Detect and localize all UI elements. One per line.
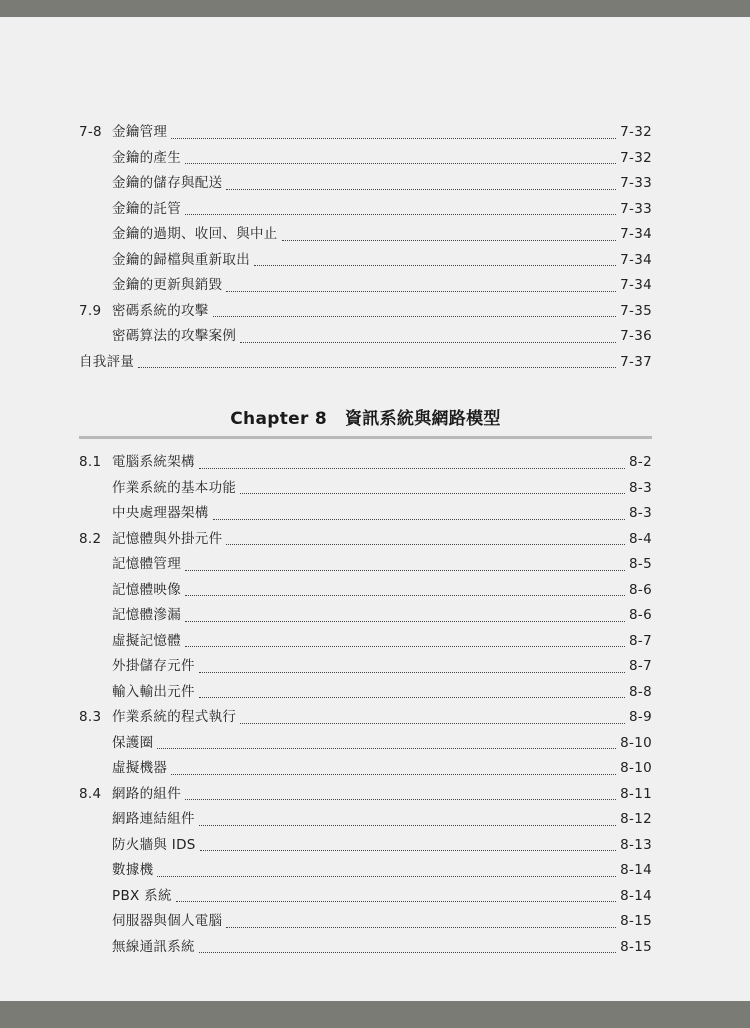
page-number: 8-12 [620,811,652,827]
page-number: 7-36 [620,328,652,344]
entry-title: 自我評量 [79,353,135,370]
section-number: 8.4 [79,785,102,802]
toc-subentry [79,578,652,604]
page-number: 8-14 [620,862,652,878]
entry-title: 記憶體映像 [112,581,181,598]
toc-subentry [79,731,652,757]
dot-leader [226,188,616,190]
toc-subentry [79,884,652,910]
page-number: 8-9 [629,709,652,725]
dot-leader [138,366,616,368]
dot-leader [254,264,616,266]
page-number: 8-7 [629,658,652,674]
toc-entry [79,120,652,146]
toc-entry [79,705,652,731]
page-number: 8-13 [620,836,652,853]
page-number: 7-35 [620,302,652,319]
dot-leader [199,467,625,469]
bottom-border-bar [0,1001,750,1028]
toc-subentry [79,629,652,655]
toc-subentry [79,324,652,350]
page-number: 7-34 [620,251,652,268]
dot-leader [171,137,616,139]
toc-subentry [79,603,652,629]
dot-leader [157,875,616,877]
dot-leader [199,696,625,698]
toc-subentry [79,935,652,961]
toc-entry [79,782,652,808]
page-number: 8-8 [629,683,652,700]
entry-title: 金鑰管理 [112,124,168,140]
entry-title: 記憶體管理 [112,556,181,572]
toc-subentry [79,552,652,578]
toc-subentry [79,248,652,274]
entry-title: 記憶體與外掛元件 [112,530,223,547]
dot-leader [226,926,616,928]
page-number: 8-3 [629,505,652,521]
entry-title: 金鑰的產生 [112,149,181,166]
entry-title: 虛擬機器 [112,760,168,776]
page-number: 8-6 [629,581,652,598]
dot-leader [226,543,625,545]
toc-subentry [79,680,652,706]
section-number: 7-8 [79,124,102,140]
entry-title: 無線通訊系統 [112,938,195,955]
dot-leader [185,213,616,215]
entry-title: 金鑰的儲存與配送 [112,175,223,191]
dot-leader [199,824,616,826]
entry-title: 作業系統的基本功能 [112,479,237,496]
dot-leader [185,620,625,622]
toc-subentry [79,654,652,680]
dot-leader [200,849,617,851]
chapter-label: Chapter 8 [230,409,327,429]
chapter-divider [79,436,652,439]
entry-title: 金鑰的更新與銷毀 [112,277,223,293]
dot-leader [199,671,625,673]
page-number: 8-3 [629,479,652,496]
page-number: 8-4 [629,530,652,547]
toc-entry [79,350,652,376]
page-number: 8-2 [629,454,652,470]
page-number: 8-7 [629,632,652,649]
toc-subentry [79,171,652,197]
dot-leader [240,341,616,343]
toc-subentry [79,756,652,782]
entry-title: PBX 系統 [112,887,172,904]
page-number: 7-33 [620,175,652,191]
entry-title: 金鑰的過期、收回、與中止 [112,226,278,242]
page-number: 8-15 [620,913,652,929]
toc-subentry [79,858,652,884]
toc-subentry [79,909,652,935]
dot-leader [213,518,625,520]
toc-section-chapter-7 [79,120,652,375]
entry-title: 網路連結組件 [112,811,195,827]
entry-title: 虛擬記憶體 [112,632,181,649]
dot-leader [171,773,616,775]
section-number: 7.9 [79,302,102,319]
toc-section-chapter-8 [79,450,652,960]
entry-title: 中央處理器架構 [112,505,209,521]
page-number: 7-34 [620,277,652,293]
page-number: 7-37 [620,353,652,370]
chapter-heading [79,404,652,429]
dot-leader [157,747,616,749]
section-number: 8.2 [79,530,102,547]
entry-title: 金鑰的託管 [112,200,181,217]
dot-leader [185,798,616,800]
toc-subentry [79,222,652,248]
section-number: 8.1 [79,454,102,470]
page-number: 8-14 [620,887,652,904]
chapter-title: 資訊系統與網路模型 [345,409,501,429]
dot-leader [240,722,625,724]
entry-title: 密碼系統的攻擊 [112,302,209,319]
toc-subentry [79,146,652,172]
toc-subentry [79,807,652,833]
entry-title: 網路的組件 [112,785,181,802]
entry-title: 電腦系統架構 [112,454,195,470]
top-border-bar [0,0,750,17]
dot-leader [240,492,625,494]
entry-title: 密碼算法的攻擊案例 [112,328,237,344]
dot-leader [226,290,616,292]
entry-title: 金鑰的歸檔與重新取出 [112,251,250,268]
dot-leader [185,594,625,596]
entry-title: 防火牆與 IDS [112,836,196,853]
toc-subentry [79,197,652,223]
dot-leader [199,951,616,953]
dot-leader [176,900,616,902]
toc-subentry [79,833,652,859]
entry-title: 外掛儲存元件 [112,658,195,674]
dot-leader [185,162,616,164]
page-number: 8-15 [620,938,652,955]
page-number: 8-10 [620,760,652,776]
toc-entry [79,527,652,553]
page-number: 8-11 [620,785,652,802]
page-number: 8-10 [620,734,652,751]
toc-entry [79,450,652,476]
page-number: 7-33 [620,200,652,217]
dot-leader [282,239,617,241]
toc-subentry [79,501,652,527]
toc-subentry [79,476,652,502]
page-number: 8-6 [629,607,652,623]
entry-title: 伺服器與個人電腦 [112,913,223,929]
dot-leader [185,645,625,647]
page-number: 8-5 [629,556,652,572]
toc-entry [79,299,652,325]
page-number: 7-32 [620,149,652,166]
page-number: 7-32 [620,124,652,140]
section-number: 8.3 [79,709,102,725]
dot-leader [213,315,617,317]
entry-title: 輸入輸出元件 [112,683,195,700]
page-number: 7-34 [620,226,652,242]
entry-title: 保護圈 [112,734,154,751]
toc-subentry [79,273,652,299]
entry-title: 作業系統的程式執行 [112,709,237,725]
entry-title: 記憶體滲漏 [112,607,181,623]
entry-title: 數據機 [112,862,154,878]
dot-leader [185,569,625,571]
